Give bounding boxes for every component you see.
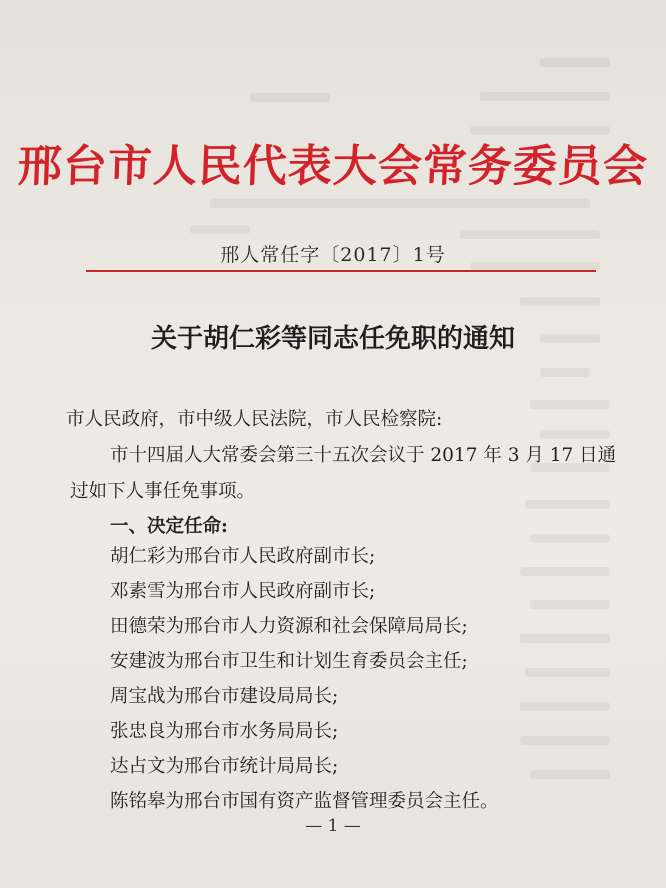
appointment-list [110, 546, 499, 826]
issuer-header: 邢台市人民代表大会常务委员会 [16, 141, 649, 192]
document-number: 邢人常任字〔2017〕1号 [220, 244, 446, 266]
appointment-item: 陈铭皋为邢台市国有资产监督管理委员会主任。 [110, 791, 499, 812]
appointment-item: 安建波为邢台市卫生和计划生育委员会主任; [110, 651, 468, 672]
appointment-item: 胡仁彩为邢台市人民政府副市长; [110, 546, 376, 567]
page-number: — 1 — [305, 816, 361, 836]
body-text-line-1: 市十四届人大常委会第三十五次会议于 2017 年 3 月 17 日通 [110, 445, 617, 466]
section-heading: 一、决定任命: [110, 516, 228, 537]
body-text-line-2: 过如下人事任免事项。 [70, 481, 256, 502]
appointment-item: 张忠良为邢台市水务局局长; [110, 721, 339, 742]
appointment-item: 田德荣为邢台市人力资源和社会保障局局长; [110, 616, 468, 637]
notice-title: 关于胡仁彩等同志任免职的通知 [150, 324, 515, 354]
appointment-item: 邓素雪为邢台市人民政府副市长; [110, 581, 376, 602]
red-separator-rule [86, 270, 596, 272]
salutation: 市人民政府，市中级人民法院，市人民检察院: [66, 409, 443, 430]
appointment-item: 周宝战为邢台市建设局局长; [110, 686, 339, 707]
appointment-item: 达占文为邢台市统计局局长; [110, 756, 339, 777]
